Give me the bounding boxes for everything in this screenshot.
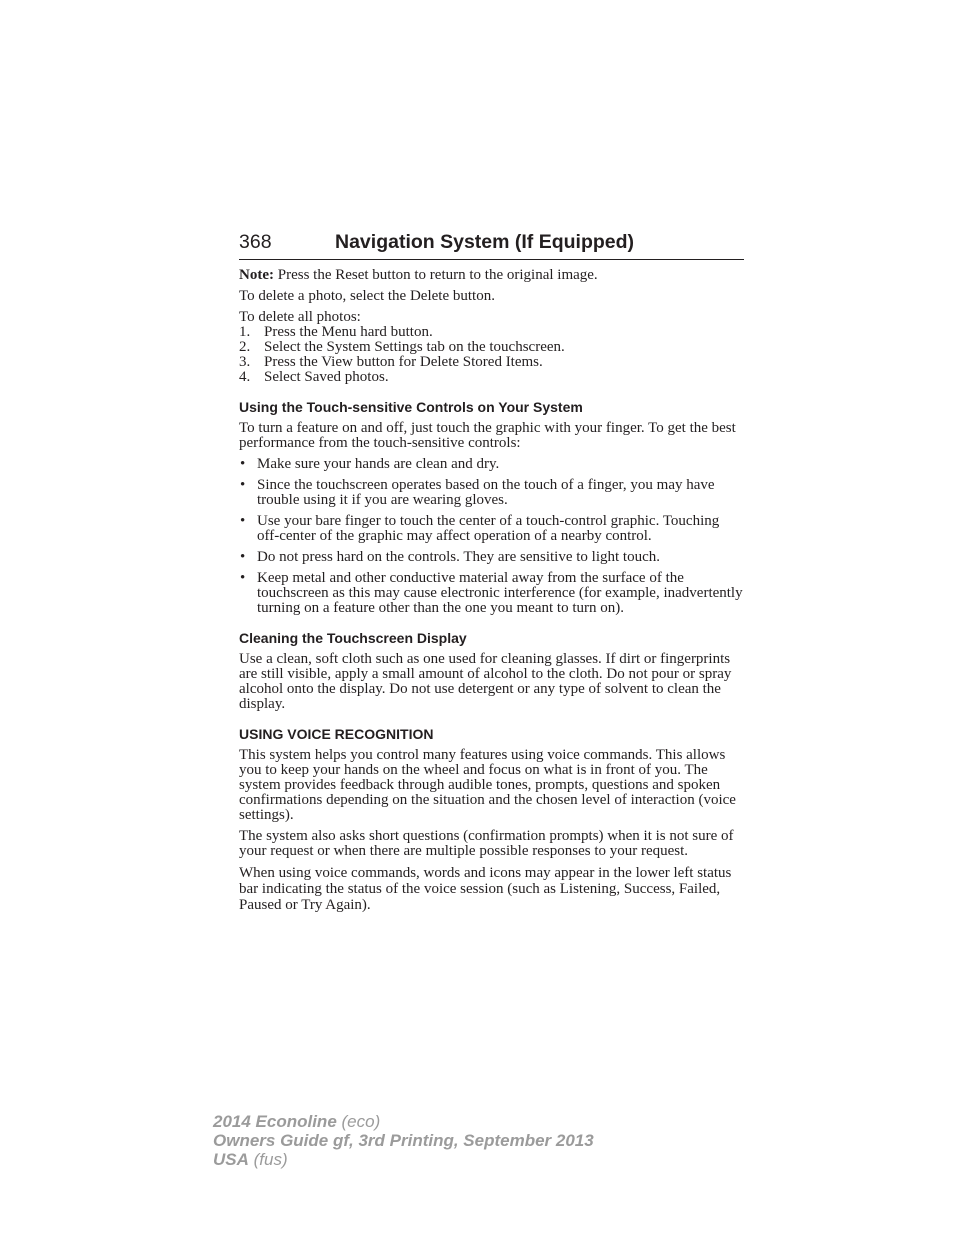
voice-recognition-heading: USING VOICE RECOGNITION bbox=[239, 726, 434, 742]
list-item bbox=[239, 325, 745, 340]
bullet-text: Since the touchscreen operates based on the touch of a finger, you may have trouble using it if you are wearing gloves. bbox=[257, 477, 715, 508]
footer-region-line bbox=[213, 1150, 594, 1169]
page-content bbox=[239, 268, 745, 919]
step-number: 2. bbox=[239, 339, 251, 355]
note-label: Note: bbox=[239, 267, 274, 283]
voice-paragraph: When using voice commands, words and icons may appear in the lower left status bar indicating the status of the voice session (such as Listening, Success, Failed, Paused or Try Again). bbox=[239, 865, 732, 913]
step-number: 1. bbox=[239, 324, 251, 340]
delete-steps-list bbox=[239, 325, 745, 385]
cleaning-heading: Cleaning the Touchscreen Display bbox=[239, 630, 467, 646]
bullet-text: Use your bare finger to touch the center of a touch-control graphic. Touching off-center of the graphic may affect operation of a nearby control. bbox=[257, 513, 720, 544]
footer-guide: Owners Guide gf, 3rd Printing, September 2013 bbox=[213, 1131, 594, 1150]
bullet-icon: • bbox=[240, 456, 246, 472]
note-text: Press the Reset button to return to the original image. bbox=[273, 267, 598, 283]
list-item bbox=[239, 355, 745, 370]
page-title: Navigation System (If Equipped) bbox=[335, 231, 635, 253]
footer-model-code: (eco) bbox=[336, 1112, 381, 1131]
step-text: Press the Menu hard button. bbox=[264, 324, 433, 340]
bullet-icon: • bbox=[240, 570, 246, 586]
footer-model-line bbox=[213, 1112, 594, 1131]
touch-bullets-list bbox=[239, 457, 745, 616]
step-text: Press the View button for Delete Stored Items. bbox=[264, 354, 543, 370]
list-item bbox=[239, 457, 745, 472]
bullet-text: Do not press hard on the controls. They are sensitive to light touch. bbox=[257, 549, 660, 565]
voice-paragraph: This system helps you control many features using voice commands. This allows you to keep your hands on the wheel and focus on what is in front of you. The system provides feedback through audible tones, prompts, questions and spoken confirmations depending on the situation and the chosen level of interaction (voice settings). bbox=[239, 747, 736, 823]
step-number: 4. bbox=[239, 369, 251, 385]
step-number: 3. bbox=[239, 354, 251, 370]
list-item bbox=[239, 550, 745, 565]
delete-photo-paragraph: To delete a photo, select the Delete button. bbox=[239, 288, 495, 304]
touch-controls-heading: Using the Touch-sensitive Controls on Your System bbox=[239, 399, 583, 415]
touch-intro-paragraph: To turn a feature on and off, just touch the graphic with your finger. To get the best performance from the touch-sensitive controls: bbox=[239, 420, 736, 451]
bullet-icon: • bbox=[240, 477, 246, 493]
note-paragraph bbox=[239, 268, 745, 283]
list-item bbox=[239, 514, 745, 544]
step-text: Select Saved photos. bbox=[264, 369, 389, 385]
footer-region: USA bbox=[213, 1150, 249, 1169]
list-item bbox=[239, 571, 745, 616]
cleaning-paragraph: Use a clean, soft cloth such as one used for cleaning glasses. If dirt or fingerprints are still visible, apply a small amount of alcohol to the cloth. Do not pour or spray alcohol onto the display. Do not use detergent or any type of solvent to clean the display. bbox=[239, 651, 732, 712]
bullet-text: Make sure your hands are clean and dry. bbox=[257, 456, 500, 472]
bullet-icon: • bbox=[240, 513, 246, 529]
bullet-icon: • bbox=[240, 549, 246, 565]
footer-region-code: (fus) bbox=[248, 1150, 288, 1169]
footer-model: 2014 Econoline bbox=[213, 1112, 337, 1131]
voice-paragraph: The system also asks short questions (confirmation prompts) when it is not sure of your request or when there are multiple possible responses to your request. bbox=[239, 828, 734, 859]
list-item bbox=[239, 370, 745, 385]
delete-all-intro: To delete all photos: bbox=[239, 309, 361, 325]
footer-guide-line bbox=[213, 1131, 594, 1150]
page-header bbox=[239, 229, 744, 260]
step-text: Select the System Settings tab on the touchscreen. bbox=[264, 339, 565, 355]
page-number: 368 bbox=[239, 231, 272, 253]
page-footer bbox=[213, 1112, 594, 1169]
list-item bbox=[239, 478, 745, 508]
list-item bbox=[239, 340, 745, 355]
bullet-text: Keep metal and other conductive material away from the surface of the touchscreen as this may cause electronic interference (for example, inadvertently turning on a feature other than the one you meant to turn on). bbox=[257, 570, 743, 616]
